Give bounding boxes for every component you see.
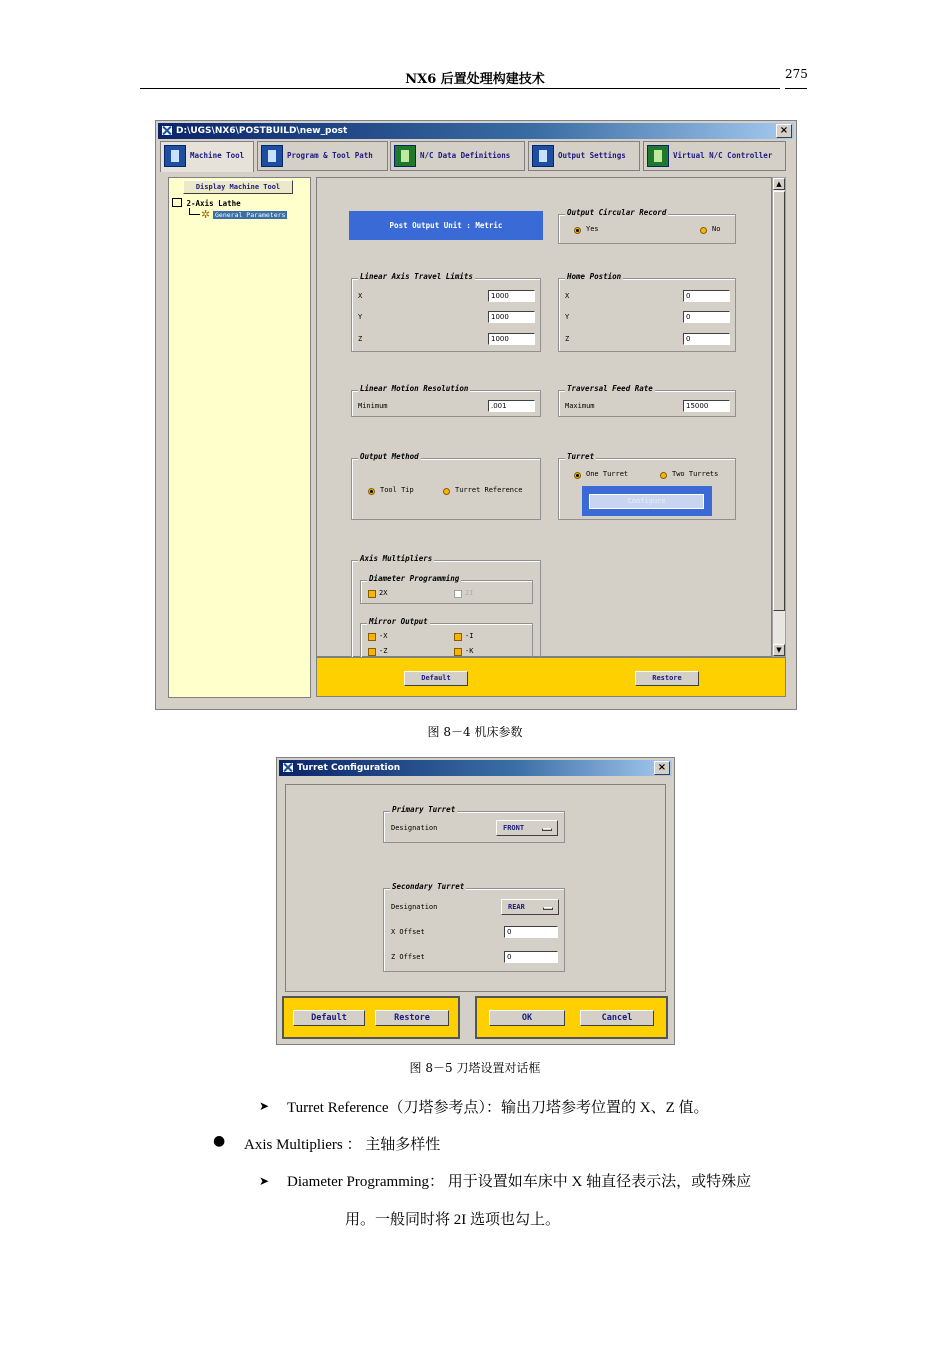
- page-header-title: NX6 后置处理构建技术: [405, 72, 545, 87]
- mirror-i-checkbox[interactable]: [454, 633, 462, 641]
- tree-connector: [189, 208, 200, 215]
- turret-reference-label: Turret Reference: [455, 486, 523, 494]
- turret-group: [558, 452, 736, 520]
- scroll-thumb[interactable]: [773, 191, 785, 611]
- action-bar: [316, 657, 786, 697]
- restore-button[interactable]: Restore: [635, 671, 699, 686]
- scroll-down-icon[interactable]: ▼: [773, 644, 785, 656]
- z-offset-label: Z Offset: [391, 953, 425, 961]
- figure-caption-8-5: 图 8－5 刀塔设置对话框: [409, 1061, 541, 1075]
- linear-axis-limits-group: [351, 272, 541, 352]
- window-titlebar[interactable]: [158, 123, 794, 139]
- z-label: Z: [565, 335, 570, 343]
- one-turret-label: One Turret: [586, 470, 629, 478]
- home-x-field[interactable]: 0: [683, 290, 730, 302]
- traversal-field[interactable]: 15000: [683, 400, 730, 412]
- home-z-field[interactable]: 0: [683, 333, 730, 345]
- arrow-bullet-icon: ➤: [259, 1174, 270, 1188]
- dialog-title: Turret Configuration: [297, 763, 401, 773]
- linear-motion-resolution-group: [351, 384, 541, 417]
- x-offset-field[interactable]: 0: [504, 926, 558, 938]
- arrow-bullet-icon: ➤: [259, 1099, 270, 1113]
- postbuilder-window: [155, 120, 797, 710]
- cancel-button[interactable]: Cancel: [580, 1010, 654, 1026]
- mirror-z-checkbox[interactable]: [368, 648, 376, 656]
- turret-reference-radio[interactable]: [443, 488, 450, 495]
- paragraph-diameter-programming-cont: 用。一般同时将 2I 选项也勾上。: [345, 1212, 560, 1228]
- group-title: Axis Multipliers: [360, 554, 433, 563]
- window-title: D:\UGS\NX6\POSTBUILD\new_post: [176, 126, 348, 136]
- x-label: X: [358, 292, 363, 300]
- dot-bullet-icon: ●: [213, 1133, 226, 1149]
- parameter-tree: [168, 177, 311, 698]
- header-rule: [140, 88, 780, 89]
- group-title: Secondary Turret: [392, 882, 465, 891]
- group-title: Mirror Output: [369, 617, 428, 626]
- mirror-x-label: -X: [379, 632, 388, 640]
- program-icon: [261, 145, 283, 167]
- figure-caption-8-4: 图 8－4 机床参数: [427, 725, 523, 739]
- diameter-2i-checkbox[interactable]: [454, 590, 462, 598]
- mirror-k-checkbox[interactable]: [454, 648, 462, 656]
- configure-highlight: [582, 486, 712, 516]
- x-offset-label: X Offset: [391, 928, 425, 936]
- post-output-unit-label: Post Output Unit : Metric: [349, 211, 543, 240]
- primary-designation-select[interactable]: FRONT: [496, 820, 558, 836]
- vertical-scrollbar[interactable]: [772, 177, 786, 657]
- diameter-programming-group: [360, 574, 533, 604]
- default-button[interactable]: Default: [404, 671, 468, 686]
- group-title: Turret: [567, 452, 595, 461]
- group-title: Primary Turret: [392, 805, 456, 814]
- diameter-2i-label: 2I: [465, 589, 474, 597]
- tab-program-tool-path[interactable]: Program & Tool Path: [257, 141, 388, 171]
- minimum-label: Minimum: [358, 402, 388, 410]
- designation-label: Designation: [391, 903, 438, 911]
- y-label: Y: [358, 313, 363, 321]
- mirror-x-checkbox[interactable]: [368, 633, 376, 641]
- group-title: Linear Motion Resolution: [360, 384, 469, 393]
- one-turret-radio[interactable]: [574, 472, 581, 479]
- default-button[interactable]: Default: [293, 1010, 365, 1026]
- mirror-z-label: -Z: [379, 647, 388, 655]
- option-menu-icon: [543, 907, 553, 910]
- paragraph-axis-multipliers: Axis Multipliers ： 主轴多样性: [244, 1137, 441, 1153]
- two-turrets-radio[interactable]: [660, 472, 667, 479]
- circular-yes-label: Yes: [586, 225, 599, 233]
- x-limit-field[interactable]: 1000: [488, 290, 535, 302]
- option-menu-icon: [542, 828, 552, 831]
- dialog-close-button[interactable]: ×: [654, 761, 670, 775]
- circular-yes-radio[interactable]: [574, 227, 581, 234]
- traversal-feed-rate-group: [558, 384, 736, 417]
- parameter-panel: [316, 177, 772, 657]
- app-icon: [282, 762, 294, 773]
- restore-button[interactable]: Restore: [375, 1010, 449, 1026]
- left-action-box: [282, 996, 460, 1039]
- tab-machine-tool[interactable]: Machine Tool: [160, 141, 254, 172]
- circular-no-label: No: [712, 225, 721, 233]
- machine-tool-icon: [164, 145, 186, 167]
- app-icon: [161, 125, 173, 136]
- paragraph-turret-reference: Turret Reference（刀塔参考点）：输出刀塔参考位置的 X、Z 值。: [287, 1100, 709, 1116]
- diameter-2x-checkbox[interactable]: [368, 590, 376, 598]
- right-action-box: [475, 996, 668, 1039]
- output-circular-record-group: [558, 208, 736, 244]
- turret-configuration-dialog: [276, 757, 675, 1045]
- group-title: Output Method: [360, 452, 419, 461]
- diameter-2x-label: 2X: [379, 589, 388, 597]
- z-limit-field[interactable]: 1000: [488, 333, 535, 345]
- nc-data-icon: [394, 145, 416, 167]
- group-title: Output Circular Record: [567, 208, 667, 217]
- paragraph-diameter-programming: Diameter Programming： 用于设置如车床中 X 轴直径表示法，或特殊应: [287, 1174, 752, 1190]
- dialog-titlebar[interactable]: [279, 760, 672, 776]
- mirror-k-label: -K: [465, 647, 474, 655]
- page-number: 275: [785, 67, 808, 81]
- display-machine-tool-button[interactable]: Display Machine Tool: [183, 180, 293, 194]
- scroll-up-icon[interactable]: ▲: [773, 178, 785, 190]
- dialog-content: [285, 784, 666, 992]
- y-limit-field[interactable]: 1000: [488, 311, 535, 323]
- secondary-turret-group: [383, 882, 565, 972]
- group-title: Linear Axis Travel Limits: [360, 272, 473, 281]
- maximum-label: Maximum: [565, 402, 595, 410]
- tab-virtual-nc-controller[interactable]: Virtual N/C Controller: [643, 141, 786, 171]
- group-title: Diameter Programming: [369, 574, 460, 583]
- tool-tip-radio[interactable]: [368, 488, 375, 495]
- home-position-group: [558, 272, 736, 352]
- gear-icon: ✲: [201, 208, 211, 221]
- x-label: X: [565, 292, 570, 300]
- circular-no-radio[interactable]: [700, 227, 707, 234]
- mirror-output-group: [360, 617, 533, 659]
- configure-button[interactable]: Configure: [589, 494, 704, 509]
- mirror-i-label: -I: [465, 632, 474, 640]
- group-title: Traversal Feed Rate: [567, 384, 653, 393]
- z-offset-field[interactable]: 0: [504, 951, 558, 963]
- two-turrets-label: Two Turrets: [672, 470, 719, 478]
- primary-turret-group: [383, 805, 565, 843]
- y-label: Y: [565, 313, 570, 321]
- tree-item-general-parameters[interactable]: General Parameters: [215, 211, 286, 219]
- designation-label: Designation: [391, 824, 438, 832]
- resolution-field[interactable]: .001: [488, 400, 535, 412]
- tab-nc-data-definitions[interactable]: N/C Data Definitions: [390, 141, 525, 171]
- group-title: Home Postion: [567, 272, 622, 281]
- printer-icon: [532, 145, 554, 167]
- axis-multipliers-group: [351, 554, 541, 658]
- tab-output-settings[interactable]: Output Settings: [528, 141, 640, 171]
- output-method-group: [351, 452, 541, 520]
- home-y-field[interactable]: 0: [683, 311, 730, 323]
- close-button[interactable]: ×: [776, 124, 792, 138]
- tool-tip-label: Tool Tip: [380, 486, 414, 494]
- folder-icon: [172, 198, 182, 207]
- ok-button[interactable]: OK: [489, 1010, 565, 1026]
- virtual-controller-icon: [647, 145, 669, 167]
- page-number-rule: [785, 88, 807, 89]
- tree-root-node[interactable]: 2-Axis Lathe: [172, 198, 241, 208]
- z-label: Z: [358, 335, 363, 343]
- secondary-designation-select[interactable]: REAR: [501, 899, 559, 915]
